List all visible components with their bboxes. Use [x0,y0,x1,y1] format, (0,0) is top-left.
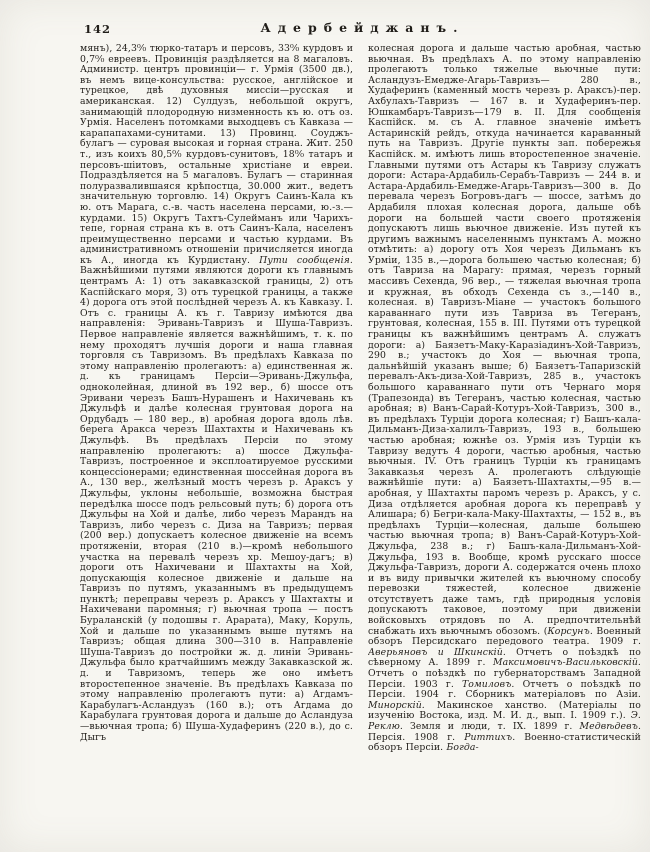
text-segment: Персія. 1908 г. [368,731,465,743]
italic-text-segment: Томиловъ. [462,678,515,690]
text-column-right [368,44,641,792]
italic-text-segment: Максимовичъ-Васильковскій. [492,657,641,669]
text-segment: Отчетъ о поѣздкѣ по сѣверному А. 1899 г. [368,646,641,669]
italic-text-segment: Минорскій. [368,699,425,711]
text-segment: колесная дорога и дальше частью аробная, частью вьючная. Въ предѣлахъ А. по этому направленію пролегаютъ только тяжелые вьючные пути: Асландузъ-Емедже-Агарь-Тавризъ— 280 в., Худаферинъ (каменный мостъ черезъ р. Араксъ)-пер. Ахбулахъ-Тавризъ — 167 в. и Худаферинъ-пер. Юшкамбаръ-Тавризъ—179 в. II. Для сообщенія Каспійск. м. съ А. главное значеніе имѣетъ Астаринскій рейдъ, откуда начинается караванный путь на Тавризъ. Другіе пункты зап. побережья Каспійск. м. имѣютъ лишь второстепенное значеніе. Главными путями отъ Астары къ Тавризу служатъ дороги: Астара-Ардабиль-Серабъ-Тавризъ — 244 в. и Астара-Ардабиль-Емедже-Агарь-Тавризъ—300 в. До перевала черезъ Богровъ-дагъ — шоссе, затѣмъ до Ардабиля плохая колесная дорога, дальше обѣ дороги на большей части своего протяженія допускаютъ лишь вьючное движеніе. Изъ путей къ другимъ важнымъ населеннымъ пунктамъ А. можно отмѣтить: а) дорогу отъ Хоя черезъ Дильманъ къ Урміи, 135 в.,—дорога большею частью колесная; б) отъ Тавриза на Марагу: прямая, черезъ горный массивъ Сехенда, 96 вер., — тяжелая вьючная тропа и кружная, въ обходъ Сехенда съ з.,—140 в., колесная. в) Тавризъ-Міане — участокъ большого караваннаго пути изъ Тавриза въ Тегеранъ, грунтовая, колесная, 155 в. III. Путями отъ турецкой границы къ важнѣйшимъ центрамъ А. служатъ дороги: а) Баязетъ-Маку-Каразіадинъ-Хой-Тавризъ, 290 в.; участокъ до Хоя — вьючная тропа, дальнѣйшій указанъ выше; б) Баязетъ-Тапаризскій перевалъ-Акъ-диза-Хой-Тавризъ, 285 в., участокъ большого караваннаго пути отъ Чернаго моря (Трапезонда) въ Тегеранъ, частью колесная, частью аробная; в) Ванъ-Сарай-Котуръ-Хой-Тавризъ, 300 в., въ предѣлахъ Турціи дорога колесная; г) Башъ-кала-Дильманъ-Диза-халилъ-Тавризъ, 193 в., большею частью аробная; южнѣе оз. Урмія изъ Турціи къ Тавризу ведутъ 4 дороги, частью аробныя, частью вьючныя. IV. Отъ границъ Турціи къ границамъ Закавказья черезъ А. пролегаютъ слѣдующіе важнѣйшіе пути: а) Баязетъ-Шахтахты,—95 в.—аробная, у Шахтахты паромъ черезъ р. Араксъ, у с. Диза отдѣляется аробная дорога къ переправѣ у Алишара; б) Бегри-кала-Маку-Шахтахты, — 152 в., въ предѣлахъ Турціи—колесная, дальше большею частью вьючная тропа; в) Ванъ-Сарай-Котуръ-Хой-Джульфа, 238 в.; г) Башъ-кала-Дильманъ-Хой-Джульфа, 193 в. Вообще, кромѣ русскаго шоссе Джульфа-Тавризъ, дороги А. содержатся очень плохо и въ виду привычки жителей къ вьючному способу перевозки тяжестей, колесное движеніе отсутствуетъ даже тамъ, гдѣ природныя условія допускаютъ таковое, поэтому при движеніи войсковыхъ отрядовъ по А. предпочтительнѣй снабжать ихъ вьючнымъ обозомъ. ( [368,44,641,637]
text-segment: Земля и люди, т. IX. 1899 г. [402,721,580,732]
text-column-left [80,44,353,792]
italic-text-segment: Риттихъ. [464,731,516,743]
italic-text-segment: Корсунъ. [547,625,593,637]
italic-text-segment: Медвѣдевъ. [579,721,641,732]
page-header [78,20,640,40]
text-segment: мянъ), 24,3⁰⁄₀ тюрко-татаръ и персовъ, 33⁰⁄₀ курдовъ и 0,7⁰⁄₀ евреевъ. Провинція раздѣляется на 8 магаловъ. Администр. центръ провинціи— г. Урмія (3500 дв.), въ немъ вице-консульства: русское, англійское и турецкое, двѣ духовныя миссіи—русская и американская. 12) Сулдузъ, небольшой округъ, занимающій плодородную низменность къ ю. отъ оз. Урмія. Населенъ потомками выходцевъ съ Кавказа — карапапахами-сунитами. 13) Провинц. Соуджъ-булагъ — суровая высокая и горная страна. Жит. 250 т., изъ коихъ 80,5⁰⁄₀ курдовъ-сунитовъ, 18⁰⁄₀ татаръ и персовъ-шіитовъ, остальные христіане и евреи. Подраздѣляется на 5 магаловъ. Булагъ — старинная полуразвалившаяся крѣпостца, 30.000 жит., ведетъ значительную торговлю. 14) Округъ Саинъ-Кала къ ю. отъ Марага, с.-в. часть населена персами, ю.-з.—курдами. 15) Округъ Тахтъ-Сулейманъ или Чарихъ-тепе, горная страна къ в. отъ Саинъ-Кала, населенъ преимущественно персами и частью курдами. Въ административномъ отношеніи причисляется иногда къ А., иногда къ Курдистану. [80,44,353,266]
text-segment: Военный обзоръ Персидскаго передового театра. 1909 г. [368,625,641,648]
italic-text-segment: Аверьяновъ и Шкинскій. [368,646,506,658]
text-segment: Военно-статистическій обзоръ Персіи. [368,731,641,754]
italic-text-segment: Богда- [446,742,479,754]
text-segment: Отчетъ о поѣздкѣ по Персіи. 1904 г. Сборникъ матеріаловъ по Азіи. [368,678,641,701]
italic-text-segment: Э. Реклю. [368,710,641,732]
italic-text-segment: Пути сообщенія. [259,254,353,266]
text-segment: Отчетъ о поѣздкѣ по губернаторствамъ Западной Персіи. 1903 г. [368,668,641,690]
page-title: Адербейджанъ. [260,20,465,35]
page-number: 142 [84,22,112,36]
text-segment: Макинское ханство. (Матеріалы по изученію Востока, изд. М. И. д., вып. I. 1909 г.). [368,699,641,722]
text-segment: Важнѣйшими путями являются дороги къ главнымъ центрамъ А: 1) отъ закавказской границы, 2) отъ Каспійскаго моря, 3) отъ турецкой границы, а также 4) дорога отъ этой послѣдней черезъ А. къ Кавказу. I. Отъ с. границы А. къ г. Тавризу имѣются два направленія: Эривань-Тавризъ и Шуша-Тавризъ. Первое направленіе является важнѣйшимъ, т. к. по нему проходятъ лучшія дороги и наша главная торговля съ Тавризомъ. Въ предѣлахъ Кавказа по этому направленію пролегаютъ: а) единственная ж. д. къ границамъ Персіи—Эривань-Джульфа, одноколейная, длиной въ 192 вер., б) шоссе отъ Эривани черезъ Башъ-Нурашенъ и Нахичевань къ Джульфѣ и далѣе колесная грунтовая дорога на Ордубадъ — 180 вер., в) аробная дорога вдоль лѣв. берега Аракса черезъ Шахтахты и Нахичевань къ Джульфѣ. Въ предѣлахъ Персіи по этому направленію пролегаютъ: а) шоссе Джульфа-Тавризъ, построенное и эксплоатируемое русскими концессіонерами; единственная шоссейная дорога въ А., 130 вер., желѣзный мостъ черезъ р. Араксъ у Джульфы, уклоны небольшіе, возможна быстрая передѣлка шоссе подъ рельсовый путь; б) дорога отъ Джульфы на Хой и далѣе, либо черезъ Марандъ на Тавризъ, либо черезъ с. Диза на Тавризъ; первая (200 вер.) допускаетъ колесное движеніе на всемъ протяженіи, вторая (210 в.)—кромѣ небольшого участка на перевалѣ черезъ хр. Мешоу-дагъ; в) дороги отъ Нахичевани и Шахтахты на Хой, допускающія колесное движеніе и дальше на Тавризъ по путямъ, указаннымъ въ предыдущемъ пунктѣ; переправы черезъ р. Араксъ у Шахтахты и Нахичевани паромныя; г) вьючная тропа — постъ Бураланскій (у подошвы г. Арарата), Маку, Коруль, Хой и дальше по указаннымъ выше путямъ на Тавризъ; общая длина 300—310 в. Направленіе Шуша-Тавризъ до постройки ж. д. линіи Эривань-Джульфа было кратчайшимъ между Закавказской ж. д. и Тавризомъ, теперь же оно имѣетъ второстепенное значеніе. Въ предѣлахъ Кавказа по этому направленію пролегаютъ пути: а) Агдамъ-Карабулагъ-Асландузъ (160 в.); отъ Агдама до Карабулага грунтовая дорога и дальше до Асландуза—вьючная тропа; б) Шуша-Худаферинъ (220 в.), до с. Дыгъ [80,265,353,743]
text-columns [80,44,642,792]
